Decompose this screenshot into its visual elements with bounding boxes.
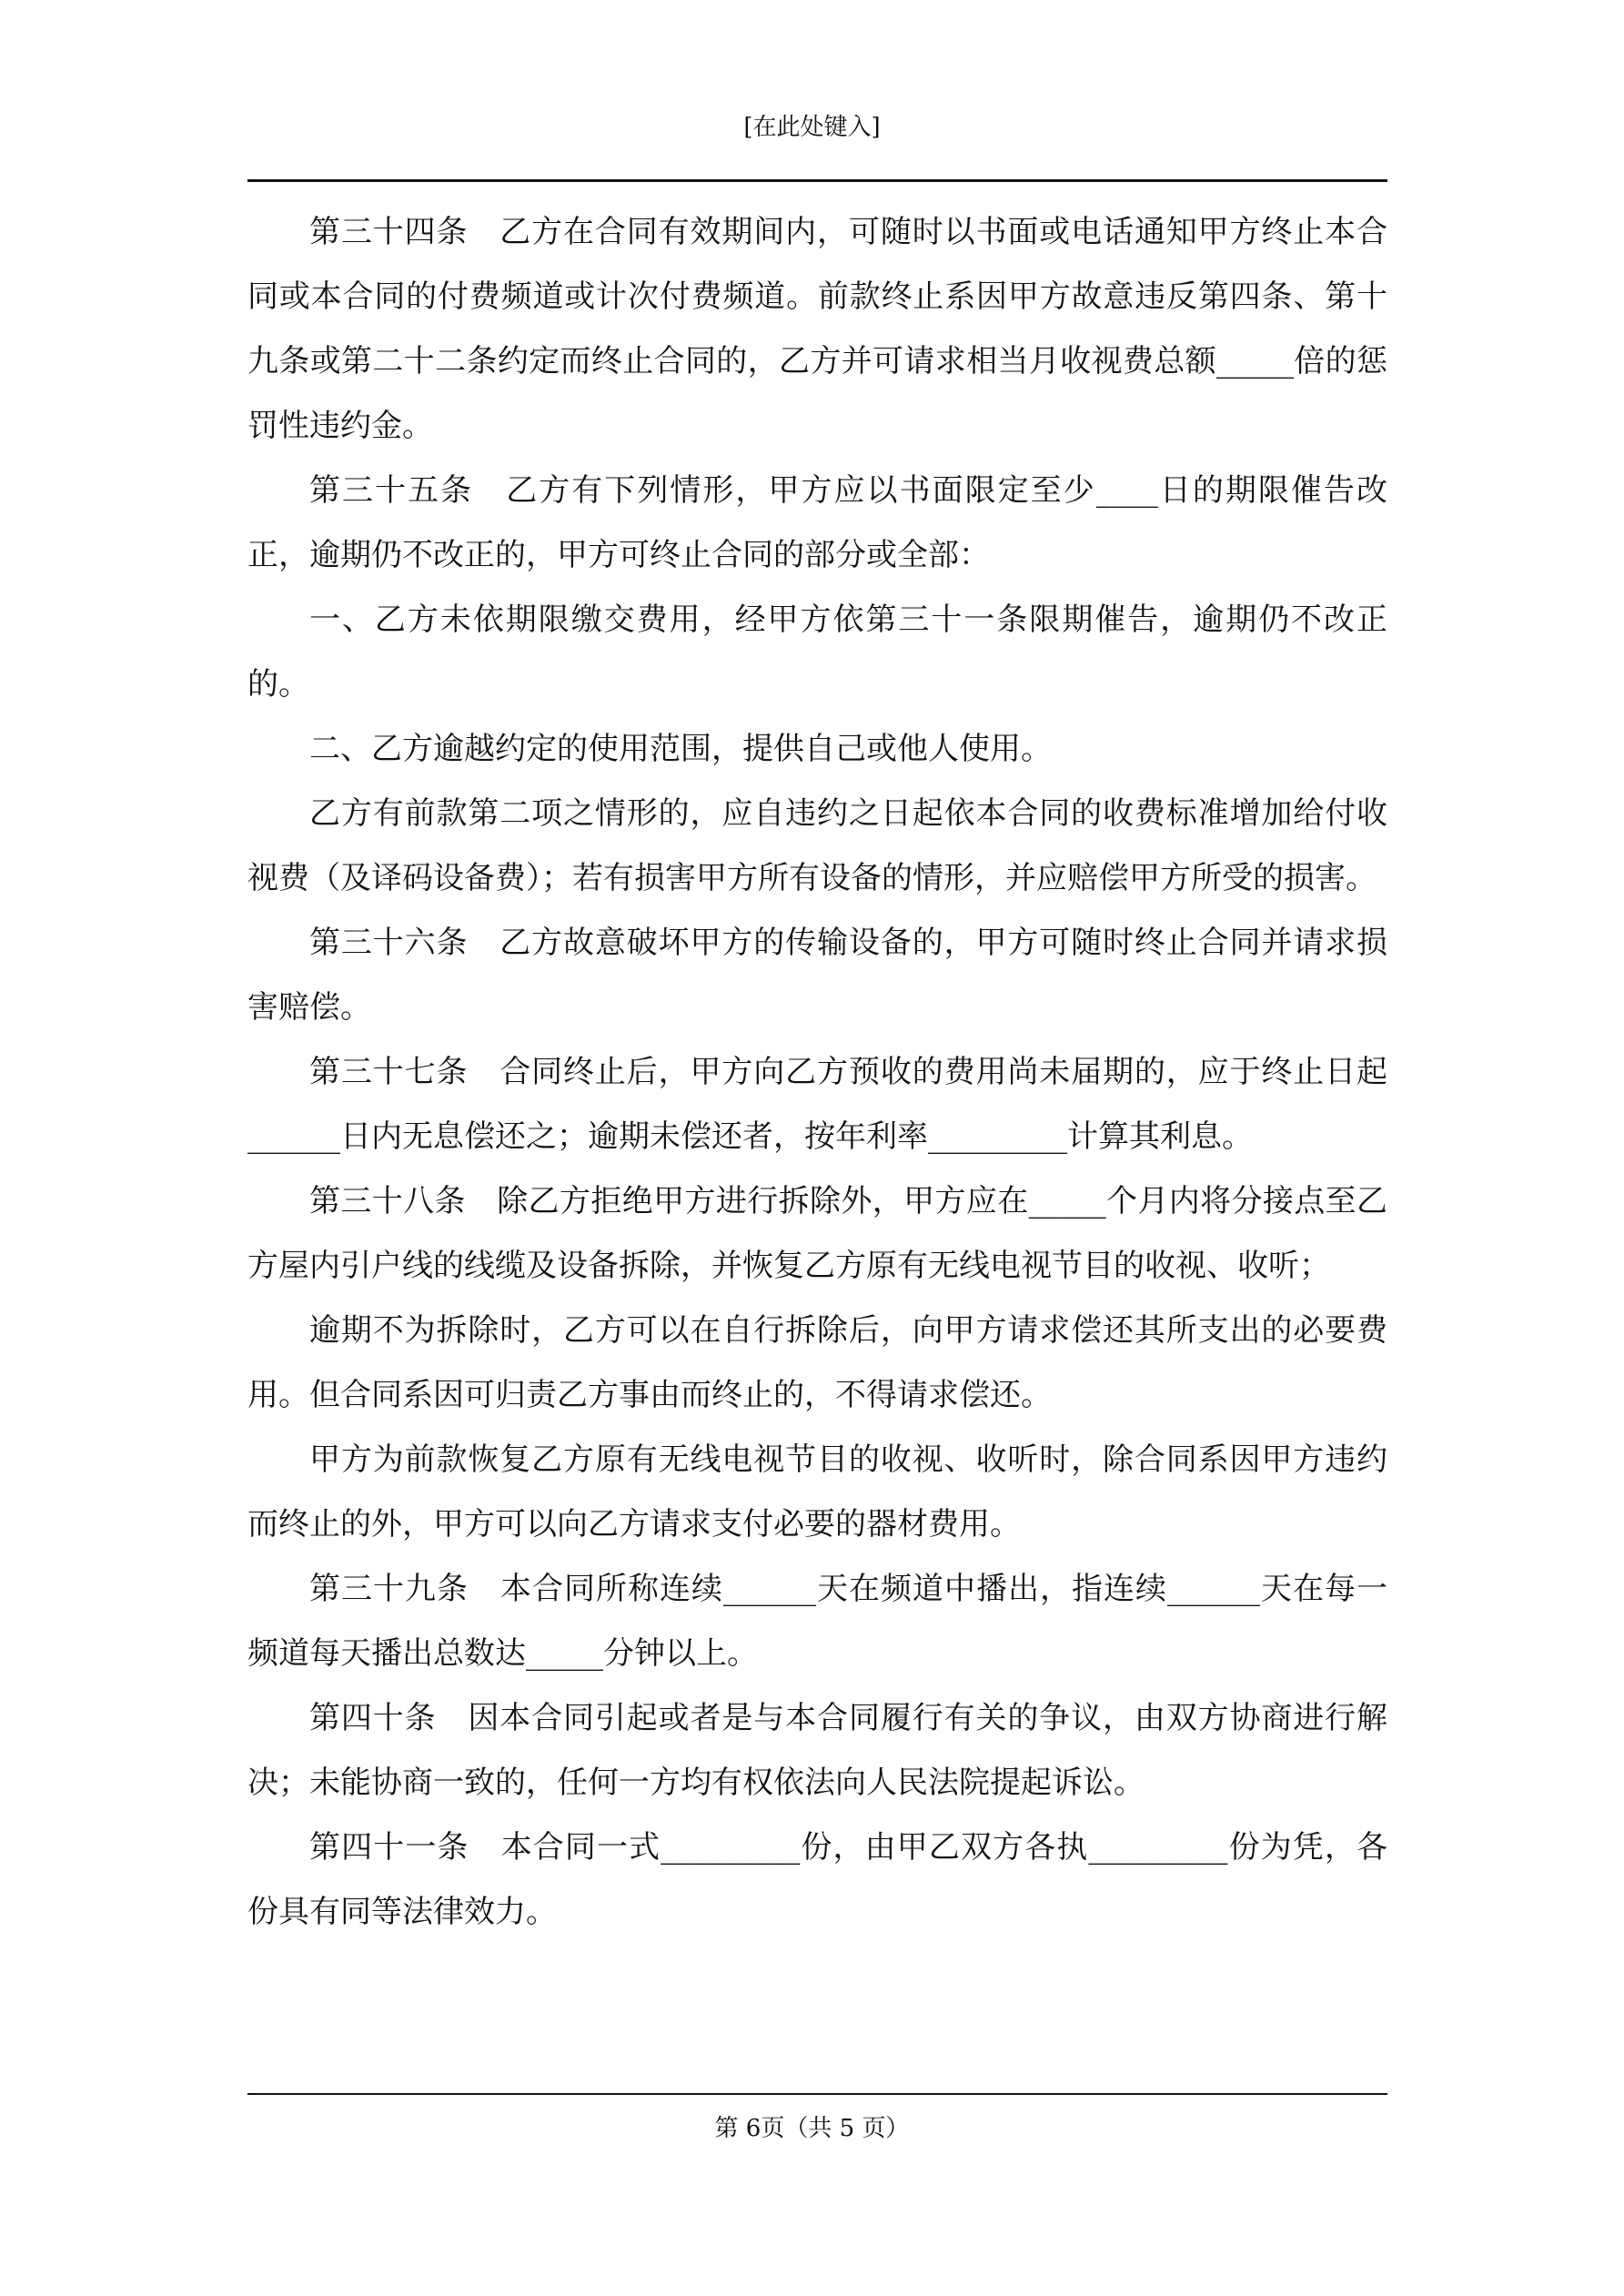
footer-divider bbox=[247, 2093, 1387, 2095]
article-37: 第三十七条 合同终止后，甲方向乙方预收的费用尚未届期的，应于终止日起______日内无息偿还之；逾期未偿还者，按年利率_________计算其利息。 bbox=[247, 1054, 1387, 1155]
article-36: 第三十六条 乙方故意破坏甲方的传输设备的，甲方可随时终止合同并请求损害赔偿。 bbox=[247, 925, 1387, 1026]
article-35-note: 乙方有前款第二项之情形的，应自违约之日起依本合同的收费标准增加给付收视费（及译码设备费）；若有损害甲方所有设备的情形，并应赔偿甲方所受的损害。 bbox=[247, 795, 1387, 896]
page-header: [在此处键入] bbox=[743, 114, 881, 141]
document-body bbox=[247, 200, 1387, 1945]
article-39: 第三十九条 本合同所称连续______天在频道中播出，指连续______天在每一频道每天播出总数达_____分钟以上。 bbox=[247, 1571, 1387, 1672]
article-38: 第三十八条 除乙方拒绝甲方进行拆除外，甲方应在_____个月内将分接点至乙方屋内引户线的线缆及设备拆除，并恢复乙方原有无线电视节目的收视、收听； bbox=[247, 1183, 1387, 1284]
article-35-item-2: 二、乙方逾越约定的使用范围，提供自己或他人使用。 bbox=[309, 731, 1052, 767]
article-38-equipment: 甲方为前款恢复乙方原有无线电视节目的收视、收听时，除合同系因甲方违约而终止的外，甲方可以向乙方请求支付必要的器材费用。 bbox=[247, 1441, 1387, 1542]
article-35: 第三十五条 乙方有下列情形，甲方应以书面限定至少____日的期限催告改正，逾期仍不改正的，甲方可终止合同的部分或全部： bbox=[247, 472, 1387, 573]
article-41: 第四十一条 本合同一式_________份，由甲乙双方各执_________份为凭，各份具有同等法律效力。 bbox=[247, 1829, 1387, 1930]
article-40: 第四十条 因本合同引起或者是与本合同履行有关的争议，由双方协商进行解决；未能协商一致的，任何一方均有权依法向人民法院提起诉讼。 bbox=[247, 1700, 1387, 1801]
article-35-item-1: 一、乙方未依期限缴交费用，经甲方依第三十一条限期催告，逾期仍不改正的。 bbox=[247, 602, 1387, 703]
article-38-overdue: 逾期不为拆除时，乙方可以在自行拆除后，向甲方请求偿还其所支出的必要费用。但合同系因可归责乙方事由而终止的，不得请求偿还。 bbox=[247, 1312, 1387, 1413]
article-34: 第三十四条 乙方在合同有效期间内，可随时以书面或电话通知甲方终止本合同或本合同的付费频道或计次付费频道。前款终止系因甲方故意违反第四条、第十九条或第二十二条约定而终止合同的，乙方并可请求相当月收视费总额_____倍的惩罚性违约金。 bbox=[247, 214, 1387, 444]
header-divider bbox=[247, 179, 1387, 182]
page-footer: 第 6页（共 5 页） bbox=[714, 2115, 910, 2142]
